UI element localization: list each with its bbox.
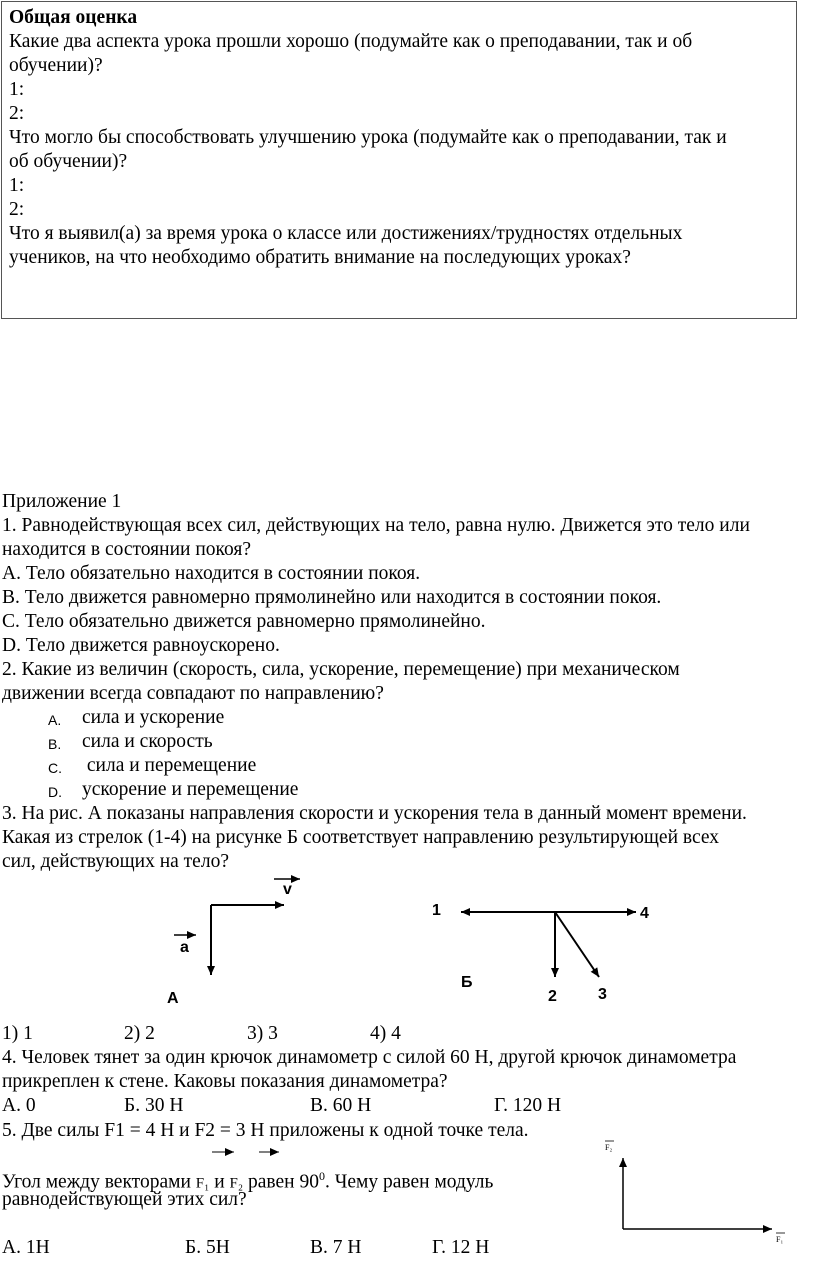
arrow-3-label: 3 (598, 986, 607, 1003)
assessment-q1-item2: 2: (9, 103, 25, 124)
q2-option-d-text: ускорение и перемещение (82, 779, 299, 800)
f2-inline-label: F₂ (229, 1175, 244, 1192)
q3-answer-4: 4) 4 (370, 1023, 401, 1044)
q3-answer-3: 3) 3 (247, 1023, 278, 1044)
f1-inline-label: F₁ (195, 1175, 210, 1192)
q3-answer-2: 2) 2 (124, 1023, 155, 1044)
q2-option-b-letter: B. (48, 736, 62, 752)
q2-option-a-letter: A. (48, 712, 62, 728)
q4-line1: 4. Человек тянет за один крючок динамометр с силой 60 Н, другой крючок динамометра (2, 1047, 737, 1068)
q5-line2-pre: Угол между векторами (2, 1171, 196, 1193)
assessment-q2-item2: 2: (9, 199, 25, 220)
q1-option-a: A. Тело обязательно находится в состоянии покоя. (2, 563, 421, 584)
q5-line3: равнодействующей этих сил? (2, 1189, 247, 1210)
q5-answer-c: В. 7 Н (310, 1237, 362, 1258)
q4-answer-a: А. 0 (2, 1095, 36, 1116)
q1-option-c: C. Тело обязательно движется равномерно прямолинейно. (2, 611, 486, 632)
assessment-q2-item1: 1: (9, 175, 25, 196)
assessment-q1-line1: Какие два аспекта урока прошли хорошо (подумайте как о преподавании, так и об (9, 31, 693, 52)
arrow-2-label: 2 (548, 988, 557, 1005)
q5-answer-a: А. 1Н (2, 1237, 50, 1258)
q5-line2-end: . Чему равен модуль (324, 1171, 494, 1193)
q2-option-c-text: сила и перемещение (82, 755, 257, 776)
q3-line3: сил, действующих на тело? (2, 851, 229, 872)
q2-line1: 2. Какие из величин (скорость, сила, ускорение, перемещение) при механическом (2, 659, 680, 680)
arrow-1-label: 1 (432, 902, 441, 919)
assessment-q2-line2: об обучении)? (9, 151, 128, 172)
assessment-q2-line1: Что могло бы способствовать улучшению урока (подумайте как о преподавании, так и (9, 127, 727, 148)
q5-answer-b: Б. 5Н (185, 1237, 230, 1258)
q1-option-b: B. Тело движется равномерно прямолинейно или находится в состоянии покоя. (2, 587, 662, 608)
q2-option-c-letter: C. (48, 760, 62, 776)
q4-answer-b: Б. 30 Н (124, 1095, 184, 1116)
q5-line1: 5. Две силы F1 = 4 Н и F2 = 3 Н приложены к одной точке тела. (2, 1120, 529, 1141)
q4-answer-c: В. 60 Н (310, 1095, 372, 1116)
assessment-q1-item1: 1: (9, 79, 25, 100)
q1-option-d: D. Тело движется равноускорено. (2, 635, 280, 656)
figure-a-vectors (174, 879, 300, 975)
figure-b-vectors (461, 912, 636, 977)
degree-superscript: 0 (318, 1169, 325, 1183)
graph-y-label: F₂ (605, 1143, 613, 1152)
figure-a-caption: А (167, 990, 179, 1007)
q1-line1: 1. Равнодействующая всех сил, действующих на тело, равна нулю. Движется это тело или (2, 515, 750, 536)
q2-option-b-text: сила и скорость (82, 731, 213, 752)
q3-line2: Какая из стрелок (1-4) на рисунке Б соответствует направлению результирующей всех (2, 827, 720, 848)
q5-line2-post: равен 90 (243, 1171, 319, 1193)
q2-line2: движении всегда совпадают по направлению? (2, 683, 384, 704)
assessment-title: Общая оценка (9, 7, 138, 28)
velocity-label: v (283, 881, 292, 898)
q4-line2: прикреплен к стене. Каковы показания динамометра? (2, 1071, 448, 1092)
q1-line2: находится в состоянии покоя? (2, 539, 251, 560)
q5-and: и (209, 1171, 230, 1193)
q4-answer-d: Г. 120 Н (494, 1095, 562, 1116)
acceleration-label: a (180, 939, 189, 956)
assessment-q3-line2: учеников, на что необходимо обратить внимание на последующих уроках? (9, 247, 631, 268)
appendix-heading: Приложение 1 (2, 491, 122, 512)
graph-x-label: F₁ (776, 1235, 784, 1244)
arrow-3 (555, 912, 599, 977)
q2-option-a-text: сила и ускорение (82, 707, 225, 728)
figure-b-caption: Б (461, 974, 473, 991)
assessment-q3-line1: Что я выявил(а) за время урока о классе или достижениях/трудностях отдельных (9, 223, 683, 244)
arrow-4-label: 4 (640, 905, 649, 922)
q3-answer-1: 1) 1 (2, 1023, 33, 1044)
q5-answer-d: Г. 12 Н (432, 1237, 490, 1258)
assessment-q1-line2: обучении)? (9, 55, 103, 76)
q2-option-d-letter: D. (48, 784, 62, 800)
q3-line1: 3. На рис. А показаны направления скорости и ускорения тела в данный момент времени. (2, 803, 747, 824)
